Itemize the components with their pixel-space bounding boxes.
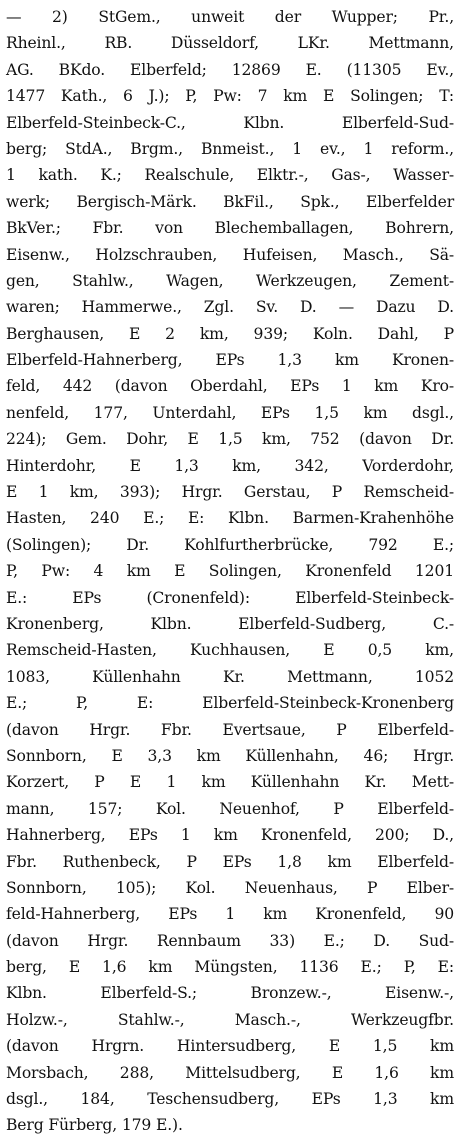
text-line: Elberfeld-Hahnerberg, EPs 1,3 km Kronen- xyxy=(6,351,454,370)
text-line: Hinterdohr, E 1,3 km, 342, Vorderdohr, xyxy=(6,456,454,475)
text-line: (davon Hrgr. Rennbaum 33) E.; D. Sud- xyxy=(6,931,454,950)
text-line: nenfeld, 177, Unterdahl, EPs 1,5 km dsgl., xyxy=(6,403,454,422)
text-line: Fbr. Ruthenbeck, P EPs 1,8 km Elberfeld- xyxy=(6,852,454,871)
text-line: Hahnerberg, EPs 1 km Kronenfeld, 200; D., xyxy=(6,826,454,845)
text-line: Klbn. Elberfeld-S.; Bronzew.-, Eisenw.-, xyxy=(6,984,454,1003)
text-line: — 2) StGem., unweit der Wupper; Pr., xyxy=(6,8,454,26)
text-line: AG. BKdo. Elberfeld; 12869 E. (11305 Ev., xyxy=(6,60,454,79)
text-line: E 1 km, 393); Hrgr. Gerstau, P Remscheid- xyxy=(6,483,454,502)
text-line: Remscheid-Hasten, Kuchhausen, E 0,5 km, xyxy=(6,641,454,660)
text-line: berg, E 1,6 km Müngsten, 1136 E.; P, E: xyxy=(6,958,454,977)
text-line: (davon Hrgrn. Hintersudberg, E 1,5 km xyxy=(6,1037,454,1056)
text-line: Morsbach, 288, Mittelsudberg, E 1,6 km xyxy=(6,1063,454,1082)
text-line: Rheinl., RB. Düsseldorf, LKr. Mettmann, xyxy=(6,34,454,53)
text-line: E.: EPs (Cronenfeld): Elberfeld-Steinbeck- xyxy=(6,588,454,607)
text-line: feld-Hahnerberg, EPs 1 km Kronenfeld, 90 xyxy=(6,905,454,924)
text-line: waren; Hammerwe., Zgl. Sv. D. — Dazu D. xyxy=(6,298,454,317)
text-line: Eisenw., Holzschrauben, Hufeisen, Masch., Sä- xyxy=(6,245,454,264)
text-line: dsgl., 184, Teschensudberg, EPs 1,3 km xyxy=(6,1090,454,1109)
text-line: Hasten, 240 E.; E: Klbn. Barmen-Krahenhöhe xyxy=(6,509,454,528)
text-line: Berg Fürberg, 179 E.). xyxy=(6,1116,183,1135)
text-line: (davon Hrgr. Fbr. Evertsaue, P Elberfeld- xyxy=(6,720,454,739)
text-line: BkVer.; Fbr. von Blechemballagen, Bohrern, xyxy=(6,219,454,238)
text-line: P, Pw: 4 km E Solingen, Kronenfeld 1201 xyxy=(6,562,454,581)
text-line: Sonnborn, 105); Kol. Neuenhaus, P Elber- xyxy=(6,878,454,897)
text-line: berg; StdA., Brgm., Bnmeist., 1 ev., 1 reform., xyxy=(6,139,454,158)
text-line: feld, 442 (davon Oberdahl, EPs 1 km Kro- xyxy=(6,377,454,396)
text-line: 1 kath. K.; Realschule, Elktr.-, Gas-, Wasser- xyxy=(6,166,454,185)
text-line: 224); Gem. Dohr, E 1,5 km, 752 (davon Dr. xyxy=(6,430,454,449)
text-line: Kronenberg, Klbn. Elberfeld-Sudberg, C.- xyxy=(6,614,454,633)
text-line: Holzw.-, Stahlw.-, Masch.-, Werkzeugfbr. xyxy=(6,1010,454,1029)
text-line: Berghausen, E 2 km, 939; Koln. Dahl, P xyxy=(6,324,454,343)
text-line: Sonnborn, E 3,3 km Küllenhahn, 46; Hrgr. xyxy=(6,746,454,765)
text-line: 1083, Küllenhahn Kr. Mettmann, 1052 xyxy=(6,667,454,686)
text-line: (Solingen); Dr. Kohlfurtherbrücke, 792 E.; xyxy=(6,535,454,554)
text-line: Korzert, P E 1 km Küllenhahn Kr. Mett- xyxy=(6,773,454,792)
text-line: Elberfeld-Steinbeck-C., Klbn. Elberfeld-Sud- xyxy=(6,113,454,132)
text-line: 1477 Kath., 6 J.); P, Pw: 7 km E Solingen; T: xyxy=(6,87,454,106)
text-line: werk; Bergisch-Märk. BkFil., Spk., Elberfelder xyxy=(6,192,454,211)
text-line: mann, 157; Kol. Neuenhof, P Elberfeld- xyxy=(6,799,454,818)
text-line: E.; P, E: Elberfeld-Steinbeck-Kronenberg xyxy=(6,694,454,713)
gazetteer-entry xyxy=(6,4,454,1139)
text-line: gen, Stahlw., Wagen, Werkzeugen, Zement- xyxy=(6,271,454,290)
